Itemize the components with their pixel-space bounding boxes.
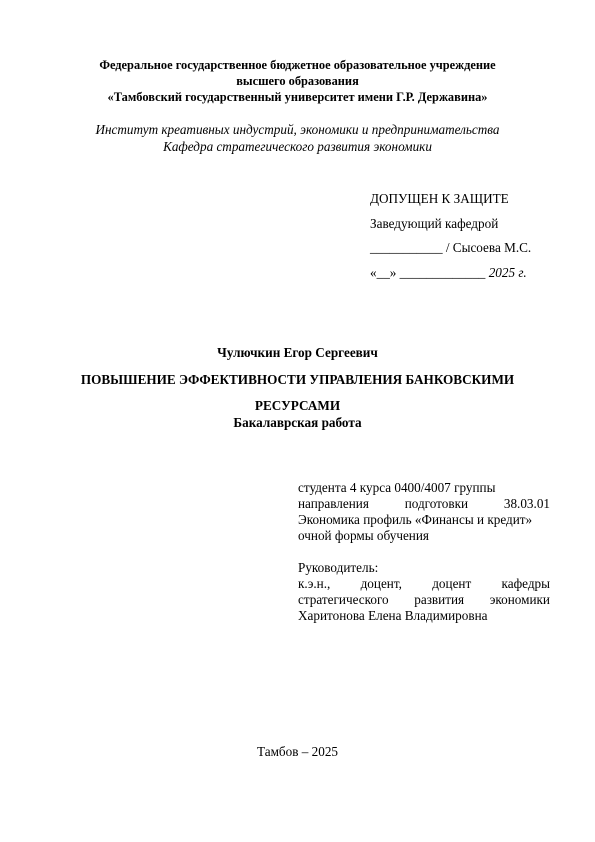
department-name: Кафедра стратегического развития экономики bbox=[163, 139, 432, 154]
work-title bbox=[40, 367, 555, 419]
work-title-line-1: ПОВЫШЕНИЕ ЭФФЕКТИВНОСТИ УПРАВЛЕНИЯ БАНКОВСКИМИ bbox=[80, 372, 515, 387]
student-profile: Экономика профиль «Финансы и кредит» bbox=[298, 512, 533, 527]
supervisor-word: стратегического bbox=[298, 592, 389, 607]
institute-name: Институт креативных индустрий, экономики и предпринимательства bbox=[95, 122, 500, 137]
student-direction bbox=[298, 496, 550, 512]
supervisor-word: экономики bbox=[489, 592, 550, 607]
supervisor-word: доцент, bbox=[360, 576, 402, 591]
org-line-3: «Тамбовский государственный университет имени Г.Р. Державина» bbox=[107, 90, 488, 104]
student-direction-word: 38.03.01 bbox=[503, 496, 550, 511]
supervisor-degree bbox=[298, 576, 550, 592]
organization-header bbox=[60, 57, 535, 105]
approval-role: Заведующий кафедрой bbox=[370, 215, 499, 231]
supervisor-word: доцент bbox=[432, 576, 472, 591]
supervisor-department bbox=[298, 592, 550, 608]
supervisor-word: развития bbox=[414, 592, 465, 607]
work-title-line-2: РЕСУРСАМИ bbox=[254, 398, 341, 413]
student-direction-word: направления bbox=[298, 496, 369, 511]
approval-signature: ___________ / Сысоева М.С. bbox=[370, 240, 532, 255]
work-type: Бакалаврская работа bbox=[233, 415, 362, 430]
institute-header bbox=[60, 121, 535, 155]
supervisor-word: кафедры bbox=[501, 576, 550, 591]
approval-date-prefix: «__» _____________ bbox=[370, 264, 486, 280]
city-year: Тамбов – 2025 bbox=[256, 744, 339, 759]
supervisor-name: Харитонова Елена Владимировна bbox=[298, 608, 488, 623]
approval-date bbox=[370, 265, 570, 290]
student-course: студента 4 курса 0400/4007 группы bbox=[298, 480, 496, 495]
supervisor-label: Руководитель: bbox=[298, 560, 379, 575]
student-info-block bbox=[298, 480, 550, 624]
spacer bbox=[298, 544, 550, 560]
supervisor-word: к.э.н., bbox=[298, 576, 331, 591]
student-direction-word: подготовки bbox=[404, 496, 469, 511]
approval-block bbox=[370, 191, 570, 289]
author-name: Чулючкин Егор Сергеевич bbox=[217, 345, 378, 360]
approval-title: ДОПУЩЕН К ЗАЩИТЕ bbox=[370, 191, 509, 206]
approval-year: 2025 г. bbox=[488, 264, 527, 280]
student-study-form: очной формы обучения bbox=[298, 528, 429, 543]
org-line-1: Федеральное государственное бюджетное образовательное учреждение bbox=[99, 58, 496, 72]
org-line-2: высшего образования bbox=[236, 74, 359, 88]
